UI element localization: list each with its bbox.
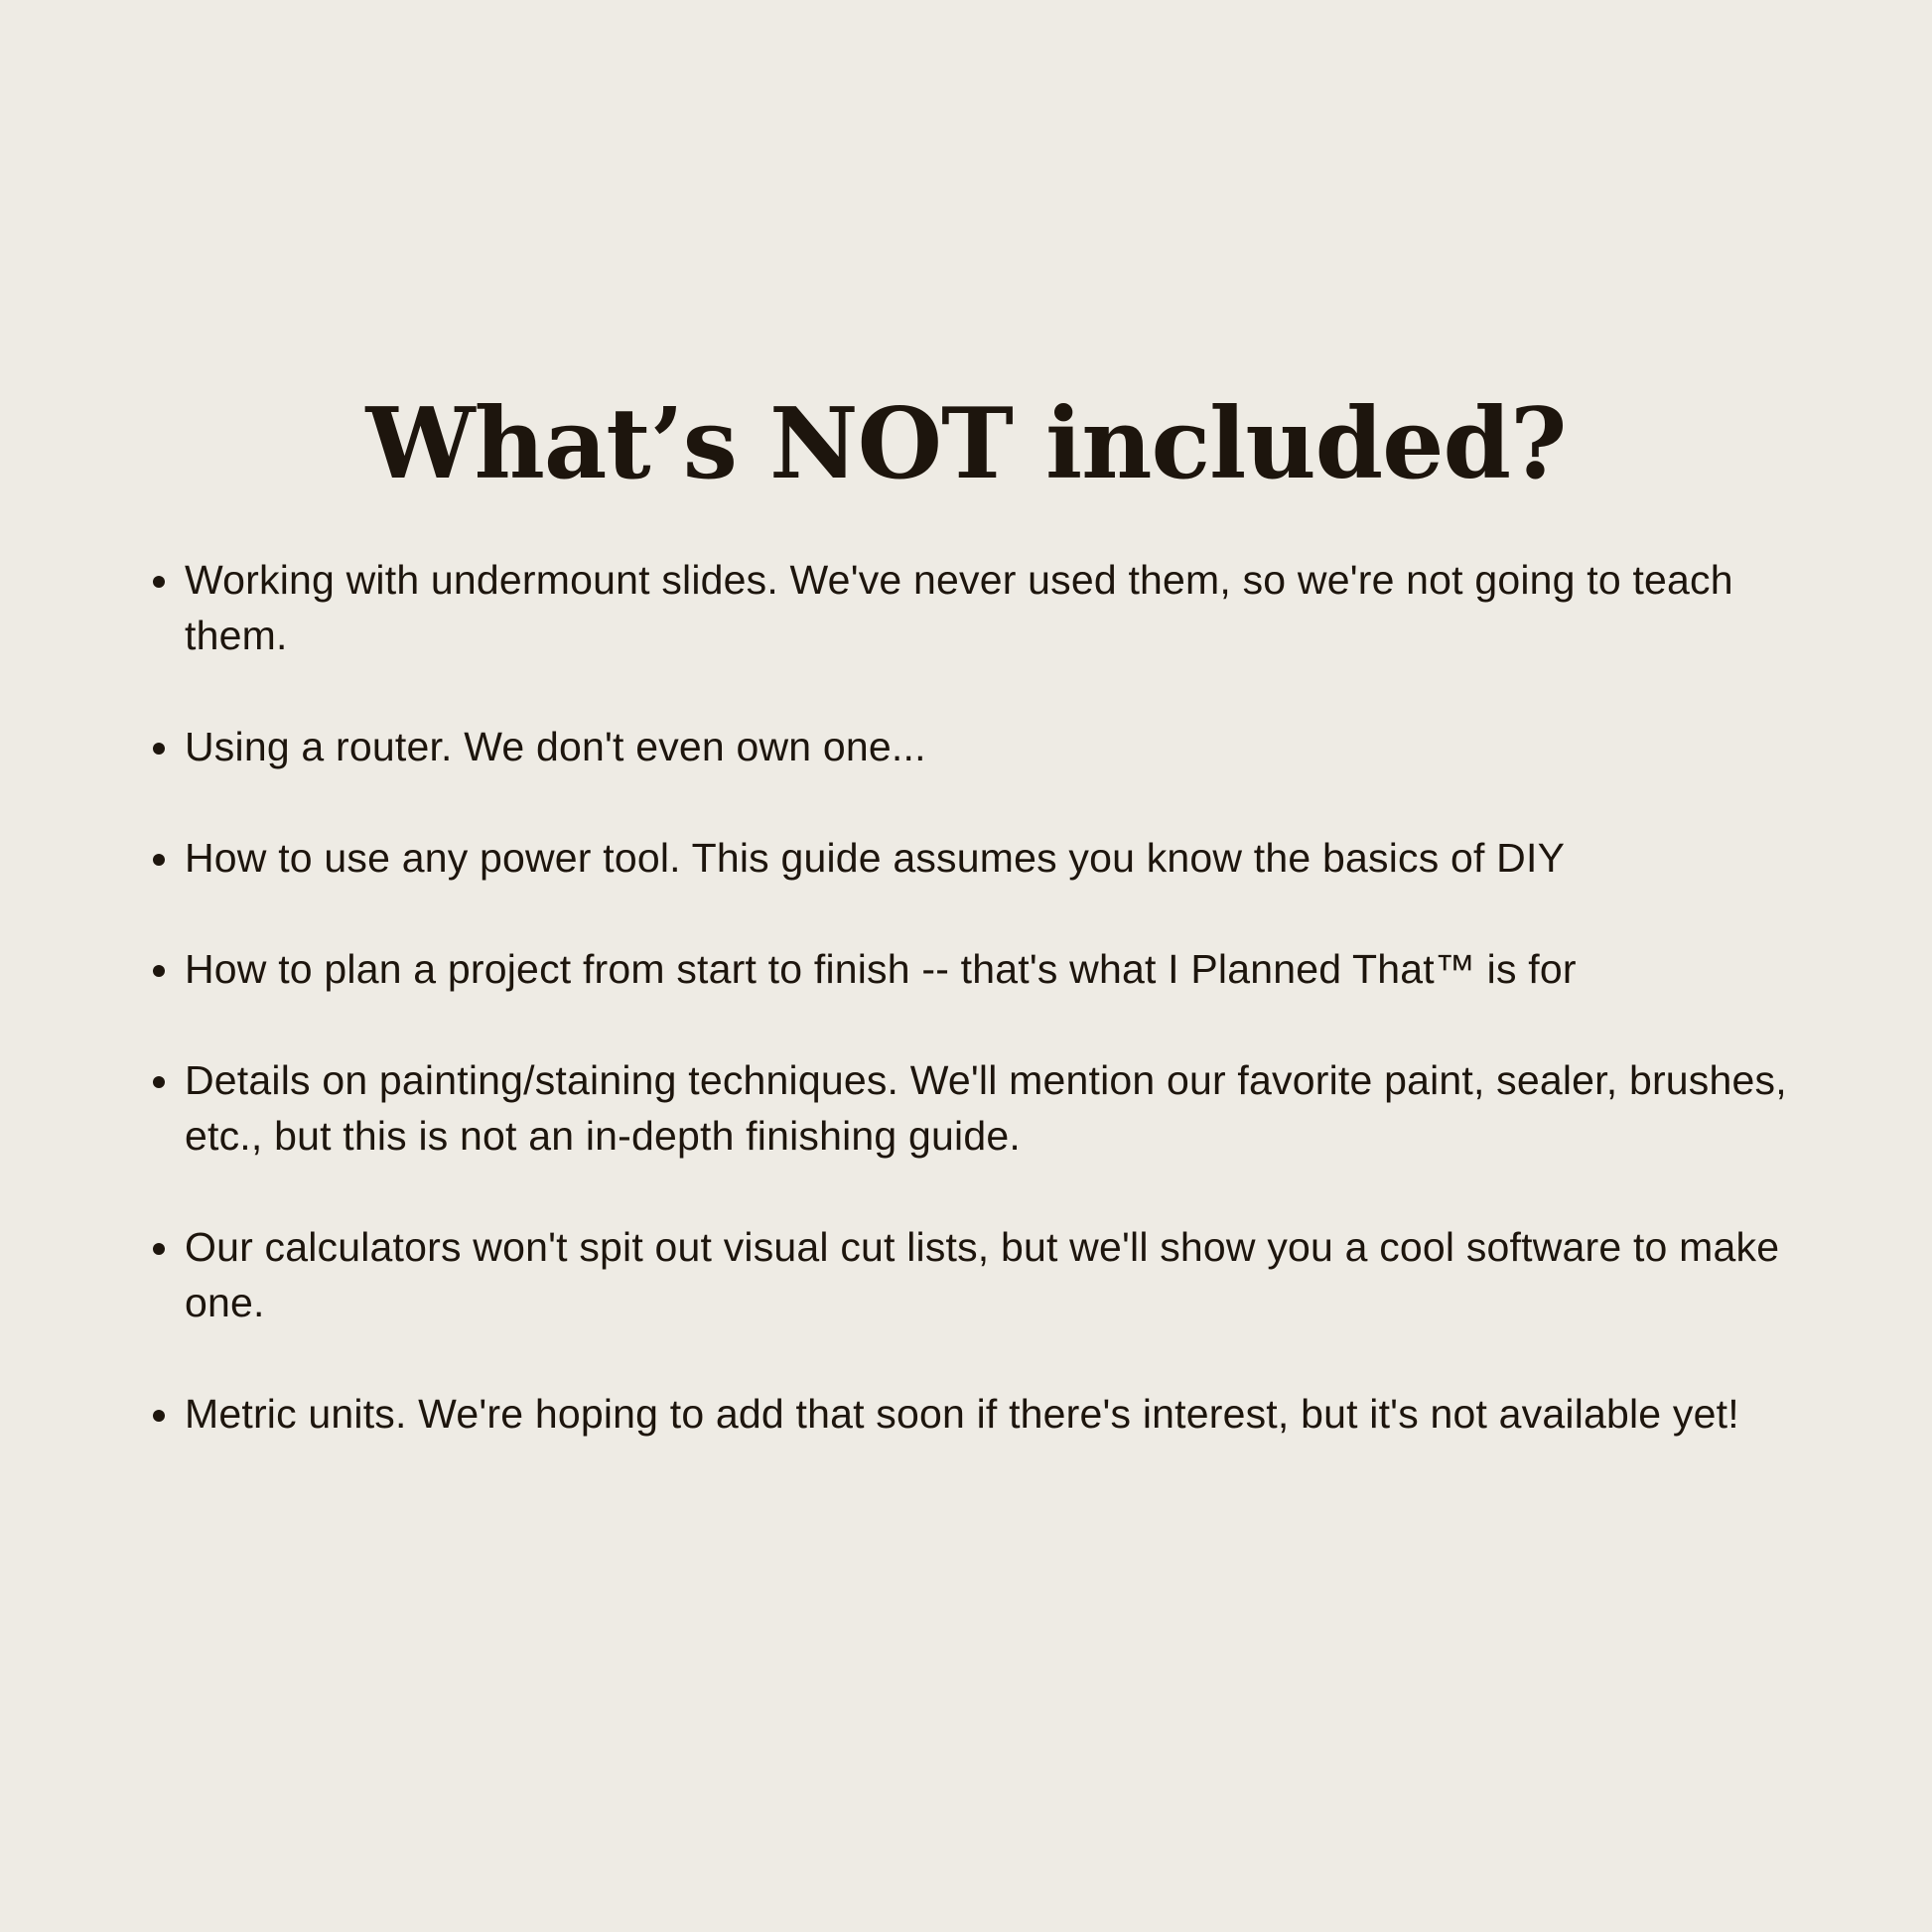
list-item-text: How to plan a project from start to finish -- that's what I Planned That™ is for: [185, 946, 1577, 992]
page-title: What’s NOT included?: [365, 387, 1567, 501]
list-item-finishing-techniques: [185, 1052, 1793, 1164]
bullet-dot-icon: [153, 1076, 165, 1088]
bullet-dot-icon: [153, 743, 165, 755]
list-item-text: Using a router. We don't even own one...: [185, 724, 926, 769]
list-item-router: [185, 719, 1793, 774]
list-item-text: Details on painting/staining techniques. We'll mention our favorite paint, sealer, brushes, etc., but this is not an in-depth finishing guide.: [185, 1057, 1787, 1159]
bullet-dot-icon: [153, 576, 165, 588]
list-item-text: How to use any power tool. This guide assumes you know the basics of DIY: [185, 835, 1566, 881]
list-item-undermount-slides: [185, 552, 1793, 663]
list-item-cut-lists: [185, 1219, 1793, 1330]
list-item-power-tools: [185, 830, 1793, 886]
not-included-list: [185, 552, 1793, 1442]
list-item-text: Our calculators won't spit out visual cut lists, but we'll show you a cool software to make one.: [185, 1224, 1780, 1325]
list-item-text: Working with undermount slides. We've never used them, so we're not going to teach them.: [185, 557, 1733, 658]
list-item-metric-units: [185, 1386, 1793, 1442]
bullet-dot-icon: [153, 854, 165, 866]
list-item-text: Metric units. We're hoping to add that soon if there's interest, but it's not available yet!: [185, 1391, 1739, 1437]
bullet-dot-icon: [153, 1243, 165, 1255]
list-item-project-planning: [185, 941, 1793, 997]
bullet-dot-icon: [153, 1410, 165, 1422]
bullet-dot-icon: [153, 965, 165, 977]
